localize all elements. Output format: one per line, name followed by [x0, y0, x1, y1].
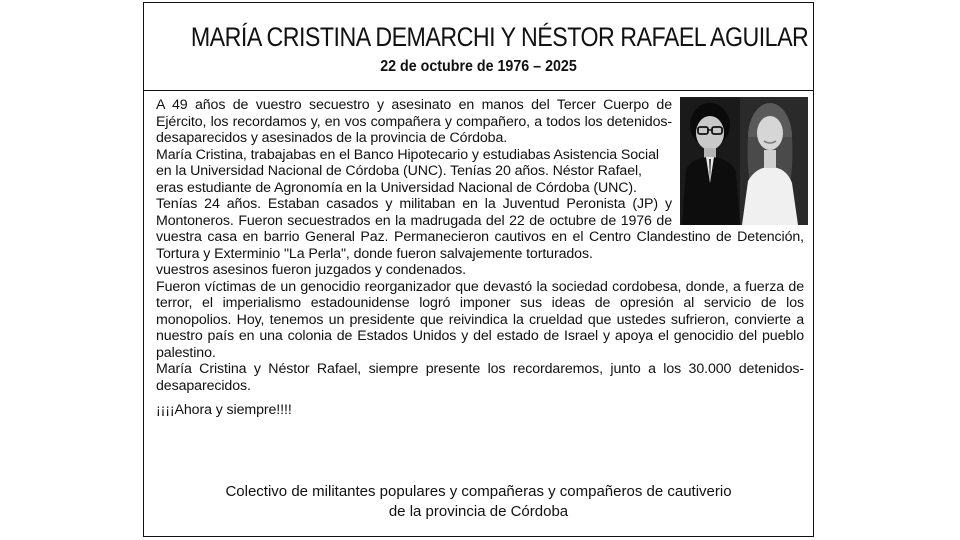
- notice-title: MARÍA CRISTINA DEMARCHI Y NÉSTOR RAFAEL AGUILAR: [190, 22, 809, 52]
- closing-slogan: ¡¡¡¡Ahora y siempre!!!!: [156, 402, 292, 418]
- paragraph-remembrance: María Cristina y Néstor Rafael, siempre presente los recordaremos, junto a los 30.000 detenidos-desaparecidos.: [156, 361, 804, 394]
- paragraph-trial: vuestros asesinos fueron juzgados y condenados.: [156, 262, 466, 278]
- couple-photo: [680, 97, 808, 225]
- paragraph-biography: María Cristina, trabajabas en el Banco Hipotecario y estudiabas Asistencia Social en la Universidad Nacional de Córdoba (UNC). Tenías 20 años. Néstor Rafael, eras estudiante de Agronomía en la Universidad Nacional de Córdoba (UNC).: [156, 146, 659, 196]
- paragraph-anniversary: A 49 años de vuestro secuestro y asesinato en manos del Tercer Cuerpo de Ejército, los recordamos y, en vos compañera y compañero, a todos los detenidos-desaparecidos y asesinados de la provincia de Córdoba.: [156, 97, 672, 146]
- paragraph-genocide: Fueron víctimas de un genocidio reorganizador que devastó la sociedad cordobesa, donde, a fuerza de terror, el imperialismo estadounidense logró imponer sus ideas de opresión al servicio de los monopolios. Hoy, tenemos un presidente que reivindica la crueldad que ustedes sufrieron, convierte a nuestro país en una colonia de Estados Unidos y del estado de Israel y apoya el genocidio del pueblo palestino.: [156, 278, 804, 361]
- memorial-notice: [143, 2, 814, 537]
- notice-header: [144, 3, 813, 91]
- notice-date-range: 22 de octubre de 1976 – 2025: [380, 58, 577, 75]
- notice-body: [156, 97, 804, 419]
- signature-line-2: de la provincia de Córdoba: [388, 503, 569, 520]
- notice-signature: [144, 482, 813, 522]
- paragraph-abduction: Tenías 24 años. Estaban casados y militaban en la Juventud Peronista (JP) y Montoneros. Fueron secuestrados en la madrugada del 22 de octubre de 1976 de vuestra casa en barrio General Paz. Permanecieron cautivos en el Centro Clandestino de Detención, Tortura y Exterminio "La Perla", donde fueron salvajemente torturados.: [156, 196, 804, 262]
- signature-line-1: Colectivo de militantes populares y compañeras y compañeros de cautiverio: [225, 483, 732, 500]
